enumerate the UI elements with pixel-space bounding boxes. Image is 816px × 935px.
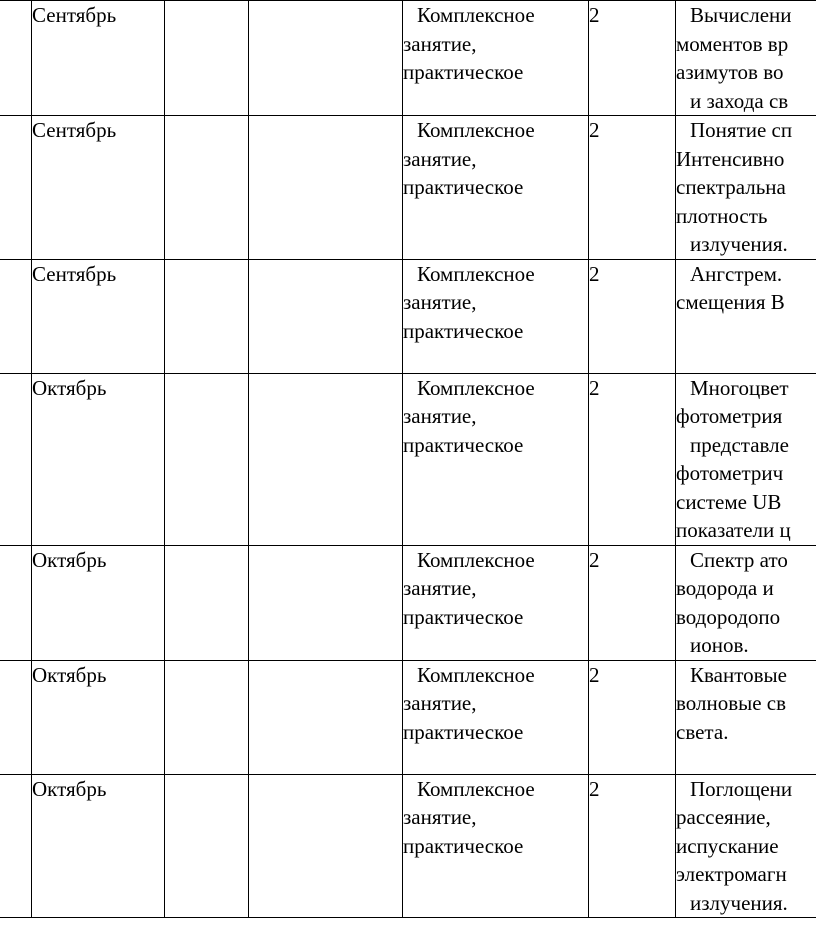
lesson-form-line: практическое (403, 432, 524, 457)
topic-line: плотность (676, 203, 768, 228)
lesson-form-line: Комплексное (417, 118, 535, 142)
lesson-form-cell (403, 116, 589, 260)
topic-line: показатели ц (676, 518, 791, 542)
lesson-form-line: Комплексное (417, 3, 535, 27)
table-row (0, 1, 816, 116)
lesson-form-line: Комплексное (417, 261, 535, 286)
empty-cell (165, 660, 249, 774)
month-cell: Сентябрь (32, 116, 165, 260)
row-number (0, 660, 32, 774)
empty-cell (165, 1, 249, 116)
lesson-form-line: практическое (403, 60, 524, 84)
row-number (0, 774, 32, 918)
topic-line: системе UB (676, 489, 782, 514)
lesson-form-line: Комплексное (417, 375, 535, 400)
empty-cell (165, 116, 249, 260)
lesson-form-line: занятие, (403, 146, 477, 171)
lesson-form-cell (403, 660, 589, 774)
hours-cell: 2 (589, 259, 676, 373)
lesson-form-line: практическое (403, 318, 524, 343)
topic-line: Спектр ато (690, 547, 788, 572)
empty-cell (249, 259, 403, 373)
month-cell: Октябрь (32, 545, 165, 660)
lesson-form-line: занятие, (403, 805, 477, 829)
topic-line: моментов вр (676, 31, 789, 56)
topic-cell (676, 116, 816, 260)
topic-cell (676, 660, 816, 774)
topic-line: Вычислени (690, 3, 792, 27)
lesson-form-cell (403, 774, 589, 918)
lesson-form-line: занятие, (403, 404, 477, 428)
hours-cell: 2 (589, 660, 676, 774)
empty-cell (165, 545, 249, 660)
topic-cell (676, 774, 816, 918)
topic-line: представле (690, 432, 789, 457)
topic-line: испускание (676, 833, 779, 858)
lesson-form-line: Комплексное (417, 776, 535, 801)
topic-cell (676, 259, 816, 373)
topic-line: Интенсивно (676, 146, 785, 171)
month-cell: Сентябрь (32, 1, 165, 116)
topic-line: излучения. (690, 232, 788, 256)
empty-cell (249, 774, 403, 918)
topic-line: излучения. (690, 890, 788, 915)
lesson-form-line: практическое (403, 604, 524, 629)
topic-line: рассеяние, (676, 805, 771, 829)
table-row (0, 259, 816, 373)
topic-line: Ангстрем. (690, 261, 783, 286)
month-cell: Октябрь (32, 373, 165, 545)
topic-line: фотометрич (676, 461, 784, 485)
topic-line: спектральна (676, 175, 786, 199)
topic-line: Многоцвет (690, 375, 789, 400)
row-number (0, 1, 32, 116)
lesson-form-cell (403, 259, 589, 373)
table-row (0, 774, 816, 918)
row-number (0, 373, 32, 545)
lesson-form-line: занятие, (403, 691, 477, 715)
topic-line: Понятие сп (690, 118, 793, 142)
lesson-form-line: практическое (403, 719, 524, 744)
topic-line: фотометрия (676, 404, 783, 428)
topic-line: света. (676, 719, 729, 744)
topic-cell (676, 1, 816, 116)
lesson-form-line: занятие, (403, 31, 477, 56)
hours-cell: 2 (589, 545, 676, 660)
lesson-form-line: практическое (403, 833, 524, 858)
topic-cell (676, 545, 816, 660)
topic-line: Поглощени (690, 776, 793, 801)
month-cell: Сентябрь (32, 259, 165, 373)
lesson-form-line: Комплексное (417, 662, 535, 687)
table-row (0, 116, 816, 260)
row-number (0, 116, 32, 260)
empty-cell (165, 259, 249, 373)
month-cell: Октябрь (32, 774, 165, 918)
topic-line: и захода св (690, 88, 789, 113)
empty-cell (165, 774, 249, 918)
hours-cell: 2 (589, 774, 676, 918)
empty-cell (249, 545, 403, 660)
hours-cell: 2 (589, 116, 676, 260)
lesson-form-line: Комплексное (417, 547, 535, 572)
row-number (0, 259, 32, 373)
topic-line: азимутов во (676, 60, 784, 84)
hours-cell: 2 (589, 1, 676, 116)
lesson-form-line: занятие, (403, 290, 477, 314)
topic-cell (676, 373, 816, 545)
empty-cell (249, 660, 403, 774)
lesson-form-line: практическое (403, 175, 524, 199)
table-row (0, 545, 816, 660)
empty-cell (249, 1, 403, 116)
lesson-form-cell (403, 545, 589, 660)
schedule-table-body (0, 1, 816, 918)
empty-cell (249, 116, 403, 260)
topic-line: ионов. (690, 633, 749, 657)
table-row (0, 660, 816, 774)
topic-line: электромагн (676, 862, 787, 886)
hours-cell: 2 (589, 373, 676, 545)
topic-line: Квантовые (690, 662, 787, 687)
row-number (0, 545, 32, 660)
lesson-form-cell (403, 373, 589, 545)
table-row (0, 373, 816, 545)
empty-cell (165, 373, 249, 545)
topic-line: водородопо (676, 604, 781, 629)
topic-line: волновые св (676, 691, 787, 715)
empty-cell (249, 373, 403, 545)
topic-line: смещения В (676, 290, 785, 314)
lesson-form-line: занятие, (403, 576, 477, 600)
topic-line: водорода и (676, 576, 774, 600)
lesson-form-cell (403, 1, 589, 116)
month-cell: Октябрь (32, 660, 165, 774)
